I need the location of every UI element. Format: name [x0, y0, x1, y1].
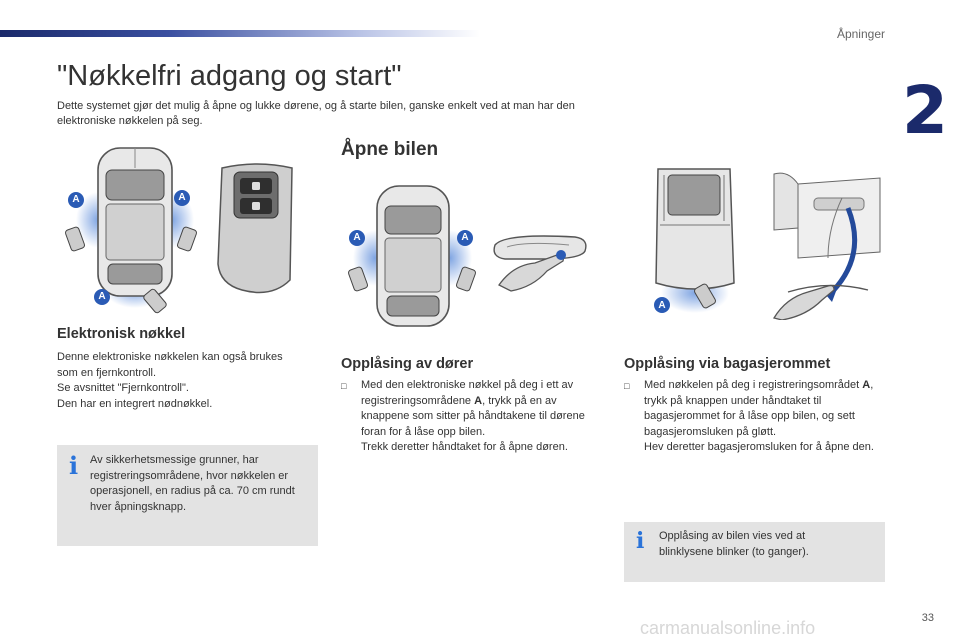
door-handle-figure — [485, 215, 595, 295]
info-icon: i — [636, 528, 645, 554]
watermark: carmanualsonline.info — [640, 618, 816, 638]
key-fob-figure — [212, 160, 302, 300]
chapter-number: 2 — [902, 72, 948, 149]
info-text-blinkers: Opplåsing av bilen vies ved at blinklysene blinker (to ganger). — [659, 530, 809, 558]
trunk-text-post: , trykk på knappen under håndtaket til bagasjerommet for å låse opp bilen, og sett bagasjeromsluken på gløtt. — [644, 379, 874, 438]
section-title: Åpninger — [836, 27, 885, 41]
doors-text-post: , trykk på en av knappene som sitter på håndtakene til dørene foran for å låse opp bilen. — [361, 394, 585, 438]
page-title: "Nøkkelfri adgang og start" — [57, 60, 402, 92]
car-zones-figure — [60, 140, 210, 315]
electronic-key-line: Se avsnittet "Fjernkontroll". — [57, 382, 189, 394]
zone-ref: A — [474, 394, 483, 407]
bullet-icon: □ — [624, 381, 630, 391]
header-gradient-bar — [0, 30, 480, 37]
trunk-heading: Opplåsing via bagasjerommet — [624, 356, 831, 372]
zone-label-a: A — [353, 232, 361, 243]
zone-label-a: A — [72, 194, 80, 205]
doors-text-line2: Trekk deretter håndtaket for å åpne døren. — [361, 441, 568, 453]
electronic-key-line: Denne elektroniske nøkkelen kan også brukes — [57, 351, 283, 363]
zone-label-a: A — [178, 192, 186, 203]
trunk-text-line2: Hev deretter bagasjeromsluken for å åpne den. — [644, 441, 874, 453]
open-car-heading: Åpne bilen — [341, 139, 439, 160]
page-number: 33 — [921, 612, 934, 624]
info-icon: i — [69, 451, 79, 480]
zone-label-a: A — [461, 232, 469, 243]
bullet-icon: □ — [341, 381, 347, 391]
electronic-key-line: som en fjernkontroll. — [57, 366, 157, 379]
doors-text — [341, 378, 601, 456]
trunk-button-figure — [768, 168, 886, 320]
info-box-safety — [57, 445, 318, 546]
intro-text: Dette systemet gjør det mulig å åpne og lukke dørene, og å starte bilen, ganske enkelt ved at man har den elektroniske nøkkelen på seg. — [57, 100, 575, 127]
car-door-zones-figure — [345, 180, 480, 330]
zone-label-a: A — [658, 300, 666, 311]
trunk-text-pre: Med nøkkelen på deg i registreringsområdet — [644, 379, 863, 391]
doors-heading: Opplåsing av dører — [341, 356, 474, 372]
trunk-text — [624, 378, 886, 456]
electronic-key-heading: Elektronisk nøkkel — [57, 326, 186, 342]
zone-ref: A — [862, 379, 871, 391]
electronic-key-text — [57, 350, 317, 412]
zone-label-a: A — [98, 291, 106, 302]
info-text-safety: Av sikkerhetsmessige grunner, har registreringsområdene, hvor nøkkelen er operasjonell, en radius på ca. 70 cm rundt hver åpningsknapp. — [90, 454, 295, 513]
doors-text-pre: Med den elektroniske nøkkel på deg i ett av registreringsområdene — [361, 379, 574, 407]
electronic-key-line: Den har en integrert nødnøkkel. — [57, 397, 213, 410]
info-box-blinkers — [624, 522, 885, 582]
